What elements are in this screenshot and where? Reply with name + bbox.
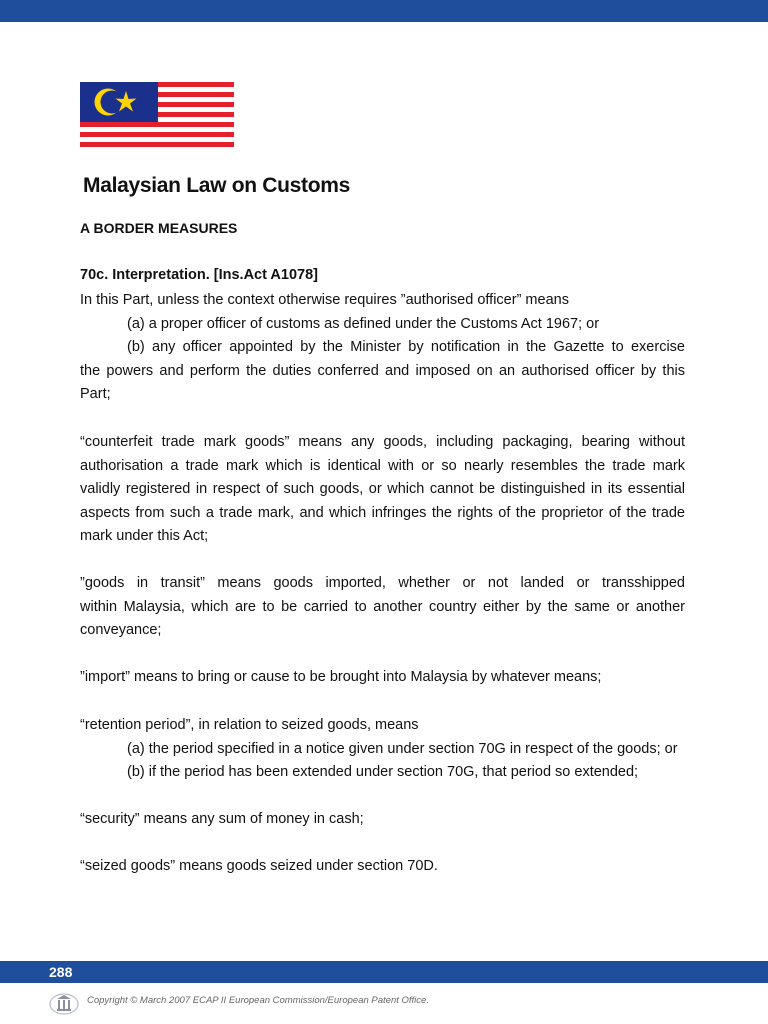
section-heading: A BORDER MEASURES (80, 220, 238, 236)
paragraph-line: validly registered in respect of such goods, or which cannot be distinguished in its essential (80, 481, 685, 497)
paragraph-line: within Malaysia, which are to be carried to another country either by the same or another (80, 598, 685, 615)
paragraph-line: authorisation a trade mark which is identical with or so nearly resembles the trade mark (80, 457, 685, 474)
page-number: 288 (49, 964, 73, 980)
malaysia-flag-icon (80, 82, 234, 152)
paragraph-line: In this Part, unless the context otherwise requires ”authorised officer” means (80, 292, 569, 308)
paragraph-line: “security” means any sum of money in cash; (80, 811, 364, 827)
paragraph-counterfeit-goods (80, 431, 685, 549)
paragraph-goods-in-transit (80, 572, 685, 643)
paragraph-line: “counterfeit trade mark goods” means any goods, including packaging, bearing without (80, 434, 685, 450)
footer-bar (0, 961, 768, 983)
paragraph-line: conveyance; (80, 622, 162, 638)
paragraph-security (80, 808, 685, 832)
paragraph-line: “retention period”, in relation to seized goods, means (80, 717, 419, 733)
paragraph-line: the powers and perform the duties conferred and imposed on an authorised officer by this (80, 362, 685, 379)
paragraph-seized-goods (80, 855, 685, 879)
clause-heading: 70c. Interpretation. [Ins.Act A1078] (80, 267, 318, 283)
footer-copyright: Copyright © March 2007 ECAP II European Commission/European Patent Office. (87, 995, 429, 1006)
ecap-logo-icon (48, 990, 80, 1016)
paragraph-line: (a) the period specified in a notice given under section 70G in respect of the goods; or (127, 740, 678, 757)
top-banner-bar (0, 0, 768, 22)
paragraph-authorised-officer (80, 289, 685, 407)
document-title: Malaysian Law on Customs (83, 174, 351, 197)
paragraph-line: (b) if the period has been extended under section 70G, that period so extended; (127, 764, 639, 780)
paragraph-line: aspects from such a trade mark, and which infringes the rights of the proprietor of the trade (80, 504, 685, 521)
paragraph-retention-period (80, 714, 685, 785)
paragraph-line: “seized goods” means goods seized under section 70D. (80, 858, 438, 874)
paragraph-line: mark under this Act; (80, 528, 209, 544)
paragraph-line: Part; (80, 386, 111, 402)
paragraph-line: (a) a proper officer of customs as defined under the Customs Act 1967; or (127, 315, 600, 332)
paragraph-line: ”goods in transit” means goods imported, whether or not landed or transshipped (80, 575, 685, 591)
paragraph-line: (b) any officer appointed by the Minister by notification in the Gazette to exercise (127, 339, 685, 355)
paragraph-line: ”import” means to bring or cause to be brought into Malaysia by whatever means; (80, 669, 602, 685)
paragraph-import (80, 666, 685, 690)
